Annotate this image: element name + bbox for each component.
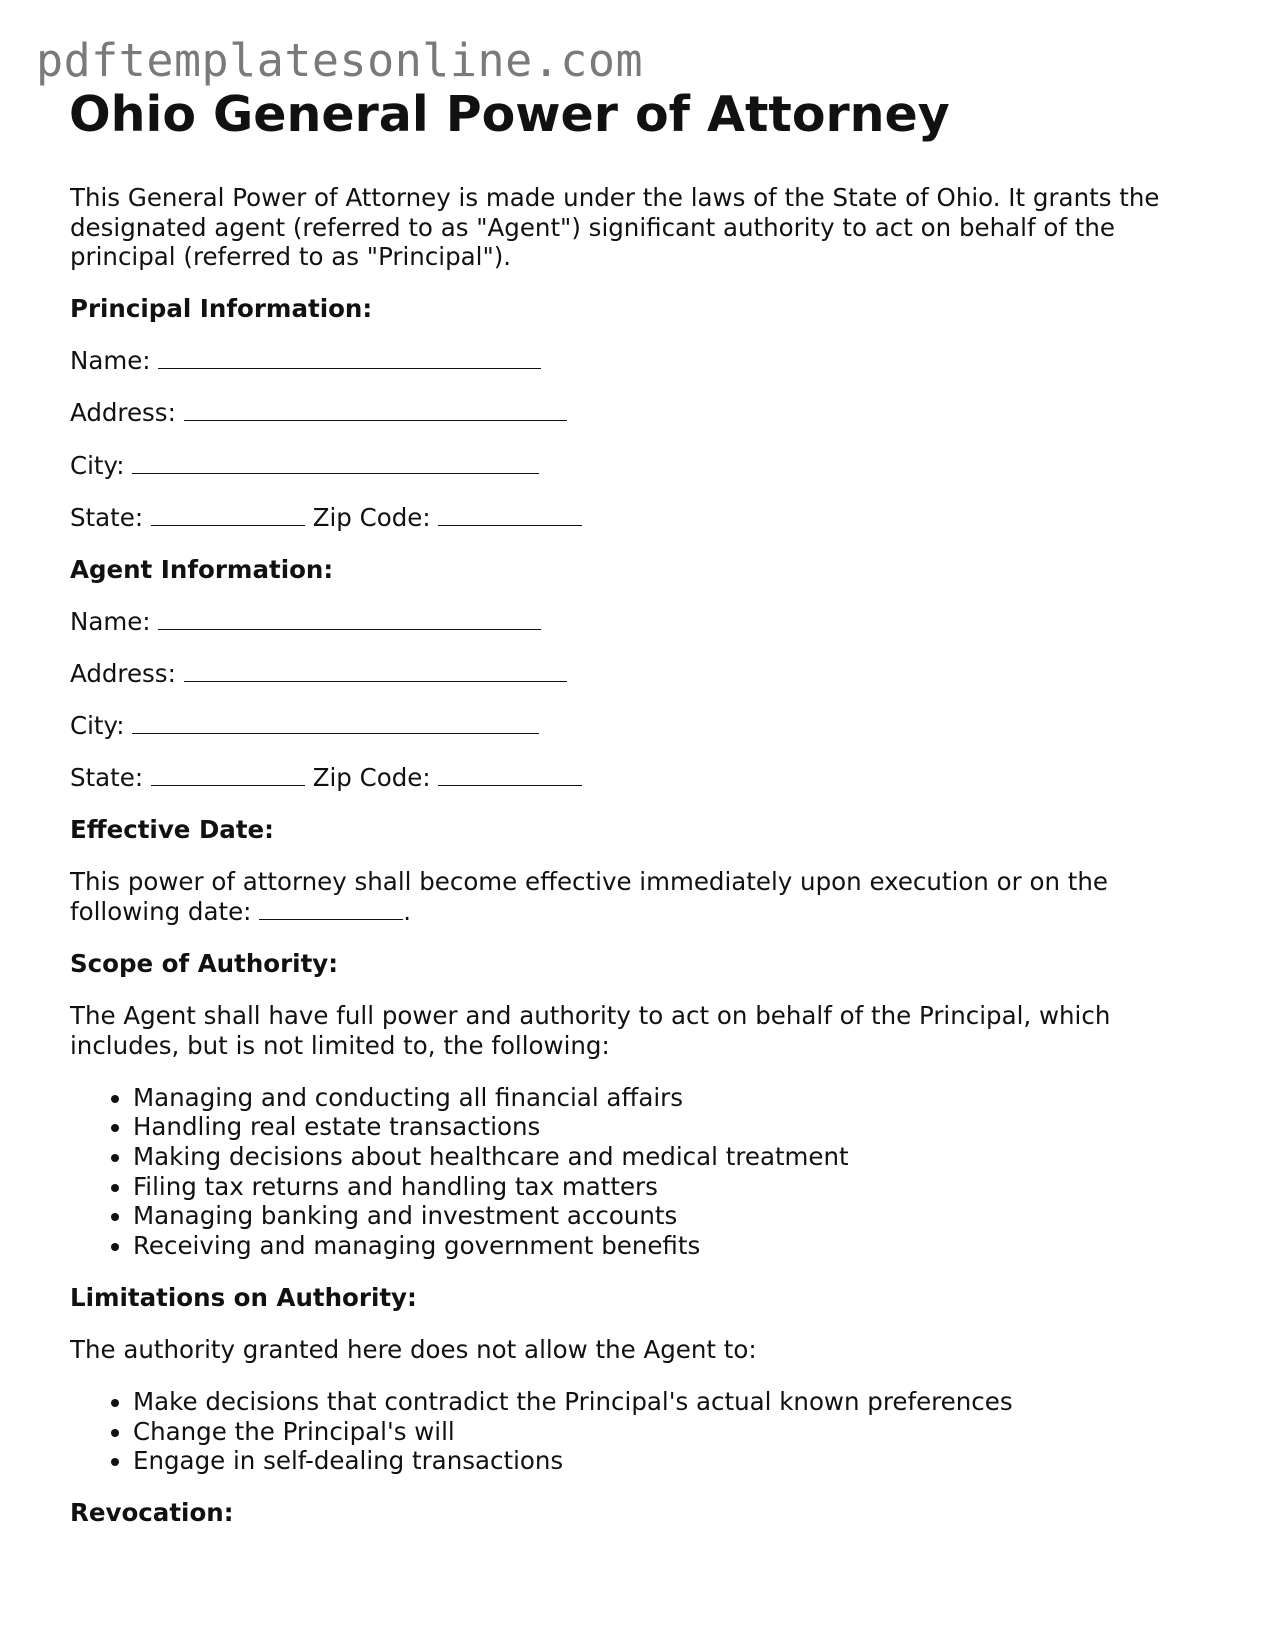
scope-heading: Scope of Authority: [70, 949, 339, 978]
agent-address-line [70, 659, 1210, 689]
list-item: • Change the Principal's will [133, 1417, 1210, 1447]
principal-state-blank[interactable] [151, 503, 305, 526]
scope-paragraph: The Agent shall have full power and authority to act on behalf of the Principal, which includes, but is not limited to, the following: [70, 1001, 1111, 1060]
principal-city-label: City: [70, 450, 125, 480]
principal-zip-label: Zip Code: [312, 502, 431, 532]
list-item: • Filing tax returns and handling tax matters [133, 1172, 1210, 1202]
principal-state-zip-line [70, 503, 1210, 533]
agent-heading: Agent Information: [70, 554, 334, 584]
limitations-heading: Limitations on Authority: [70, 1282, 417, 1312]
limitations-paragraph: The authority granted here does not allow the Agent to: [70, 1334, 757, 1364]
list-item: • Engage in self-dealing transactions [133, 1446, 1210, 1476]
principal-zip-blank[interactable] [438, 503, 582, 526]
agent-city-blank[interactable] [132, 711, 539, 734]
agent-state-zip-line [70, 763, 1210, 793]
agent-city-label: City: [70, 711, 125, 741]
agent-name-label: Name: [70, 606, 151, 636]
agent-zip-blank[interactable] [438, 763, 582, 786]
principal-heading: Principal Information: [70, 294, 373, 324]
agent-state-blank[interactable] [151, 763, 305, 786]
principal-city-line [70, 451, 1210, 481]
agent-address-blank[interactable] [184, 659, 567, 682]
effective-date-period: . [403, 896, 412, 926]
agent-city-line [70, 711, 1210, 741]
principal-address-line [70, 398, 1210, 428]
principal-name-blank[interactable] [158, 346, 541, 369]
principal-state-label: State: [70, 502, 144, 532]
effective-date-paragraph [70, 867, 1210, 926]
list-item: • Receiving and managing government benefits [133, 1231, 1210, 1261]
agent-zip-label: Zip Code: [312, 763, 431, 793]
principal-address-label: Address: [70, 398, 176, 428]
agent-name-line [70, 607, 1210, 637]
agent-name-blank[interactable] [158, 607, 541, 630]
revocation-heading: Revocation: [70, 1498, 234, 1528]
agent-address-label: Address: [70, 658, 176, 688]
list-item: • Making decisions about healthcare and medical treatment [133, 1142, 1210, 1172]
list-item: • Managing banking and investment accounts [133, 1201, 1210, 1231]
scope-list [70, 1083, 1210, 1261]
watermark: pdftemplatesonline.com [36, 34, 644, 87]
document-body [70, 183, 1210, 1550]
intro-paragraph: This General Power of Attorney is made under the laws of the State of Ohio. It grants the designated agent (referred to as "Agent") significant authority to act on behalf of the principal (referred to as "Principal"). [70, 183, 1160, 272]
effective-date-heading: Effective Date: [70, 815, 274, 845]
list-item: • Handling real estate transactions [133, 1112, 1210, 1142]
document-title: Ohio General Power of Attorney [69, 86, 950, 143]
principal-address-blank[interactable] [184, 398, 567, 421]
agent-state-label: State: [70, 763, 144, 793]
principal-city-blank[interactable] [132, 451, 539, 474]
principal-name-label: Name: [70, 346, 151, 376]
limitations-list [70, 1387, 1210, 1476]
list-item: • Make decisions that contradict the Principal's actual known preferences [133, 1387, 1210, 1417]
list-item: • Managing and conducting all financial affairs [133, 1083, 1210, 1113]
effective-date-blank[interactable] [259, 897, 403, 920]
principal-name-line [70, 346, 1210, 376]
effective-date-text: This power of attorney shall become effective immediately upon execution or on the following date: [70, 867, 1108, 926]
